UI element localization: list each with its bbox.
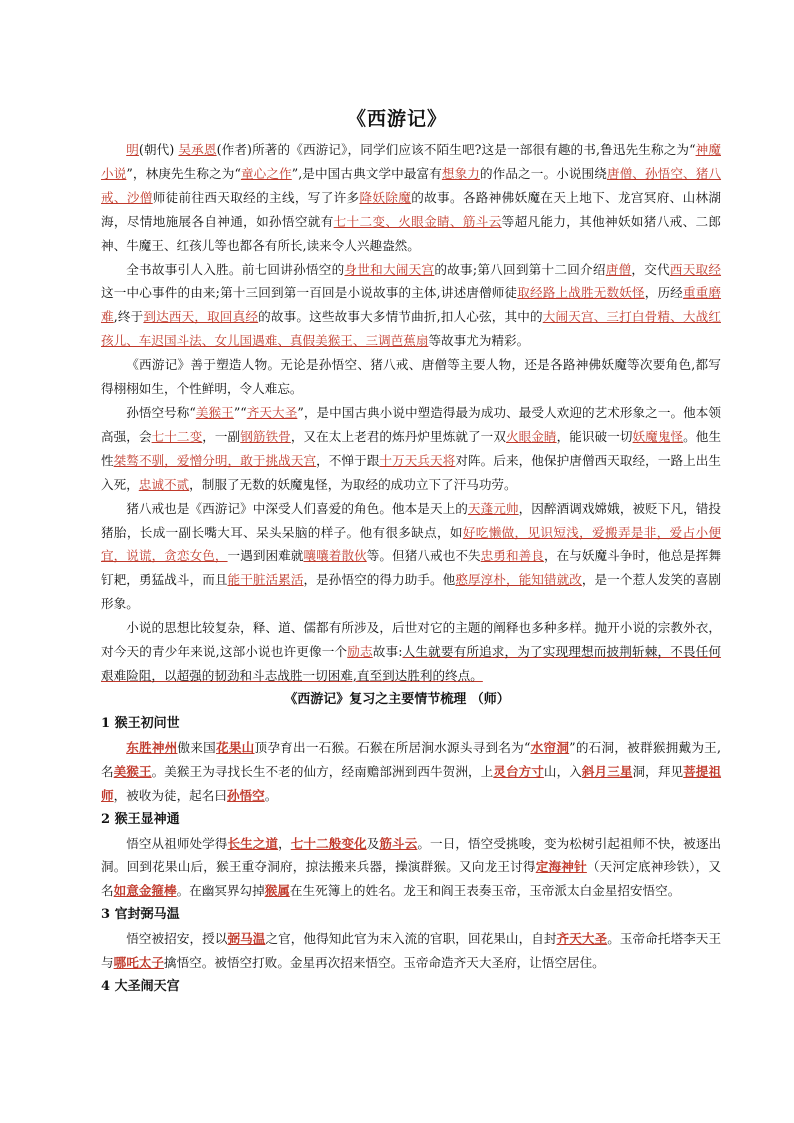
text-run: ，因醉酒调戏嫦娥，被贬下凡，错投猪胎，长成一副长嘴大耳、呆头呆脑的样子。他有很多缺点，如	[101, 500, 722, 540]
highlighted-text: 水帘洞	[530, 739, 570, 755]
intro-body	[101, 138, 721, 688]
text-run: ”，是中国古典小说中塑造得最为成功、最受人欢迎的艺术形象之一。他本领高强，会	[101, 404, 721, 444]
section-paragraph	[101, 927, 721, 975]
highlighted-text: 长生之道	[227, 835, 279, 851]
section-subtitle: 《西游记》复习之主要情节梳理 （师）	[284, 692, 510, 707]
intro-paragraph	[101, 258, 721, 354]
highlighted-text: 弼马温	[227, 931, 266, 947]
text-run: ”“	[233, 404, 247, 420]
text-run: ”，林庚先生称之为“	[126, 165, 241, 181]
text-run: 。在幽冥界勾掉	[176, 883, 265, 899]
highlighted-text: 十万天兵天将	[379, 452, 456, 468]
highlighted-text: 筋斗云	[379, 835, 418, 851]
highlighted-text: 钢筋铁骨	[240, 428, 291, 444]
text-run: ，在与妖魔斗争时，他总是挥舞钉耙，勇猛战斗，而且	[101, 548, 722, 588]
highlighted-text: 灵台方寸	[493, 763, 544, 779]
document-title: 《西游记》	[346, 108, 447, 130]
intro-paragraph	[101, 401, 721, 497]
text-run: 傲来国	[177, 739, 217, 755]
text-run: 。一日，悟空受挑唆，变为松树引起祖师不快，被逐出洞。回到花果山后，猴王重夺洞府，掠法搬来兵器，操演群猴。又向龙王讨得	[101, 835, 722, 875]
text-run: 等故事尤为精彩。	[428, 333, 530, 349]
highlighted-text: 神魔小说	[101, 142, 721, 181]
highlighted-text: 嚷嚷着散伙	[303, 548, 367, 564]
text-run: 《西游记》善于塑造人物。无论是孙悟空、猪八戒、唐僧等主要人物，还是各路神佛妖魔等次要角色,都写得栩栩如生，个性鲜明，令人难忘。	[101, 357, 721, 397]
text-run: ，被收为徒，起名曰	[113, 787, 227, 803]
highlighted-text: 七十二般变化	[290, 835, 367, 851]
highlighted-text: 取经路上战胜无数妖怪	[517, 285, 645, 301]
text-run: ，	[278, 835, 291, 851]
text-run: 。玉帝命托塔李天王与	[101, 931, 722, 971]
text-run: ”的石洞，被群猴拥戴为王,名	[101, 739, 721, 779]
highlighted-text: 吴承恩	[178, 142, 217, 157]
text-run: 洞，拜见	[632, 763, 684, 779]
section-paragraph	[101, 832, 721, 904]
highlighted-text: 唐僧	[605, 261, 632, 277]
section-heading: 3 官封弼马温	[101, 907, 180, 923]
highlighted-text: 大闹天宫、三打白骨精、大战红孩儿、车迟国斗法、女儿国遇难、真假美猴王、三调芭蕉扇	[101, 309, 721, 349]
text-run: 擒悟空。被悟空打败。金星再次招来悟空。玉帝命造齐天大圣府，让悟空居住。	[163, 955, 605, 971]
highlighted-text: 到达西天，取回真经	[143, 309, 259, 325]
highlighted-text: 天蓬元帅	[467, 500, 519, 516]
text-run: 顶孕育出一石猴。石猴在所居涧水源头寻到名为“	[254, 739, 531, 755]
text-run: ”,是中国古典文学中最富有	[291, 165, 442, 181]
highlighted-text: 如意金箍棒	[113, 883, 177, 899]
text-run: 。	[264, 787, 278, 803]
highlighted-text: 降妖除魔	[359, 189, 412, 205]
text-run: 及	[366, 835, 380, 851]
plot-sections	[101, 712, 721, 999]
intro-paragraph	[101, 138, 721, 258]
highlighted-text: 好吃懒做，见识短浅，爱搬弄是非，爱占小便宜，说谎，贪恋女色，	[101, 524, 722, 564]
text-run: 在生死簿上的姓名。龙王和阎王表奏玉帝，玉帝派太白金星招安悟空。	[289, 883, 681, 899]
highlighted-text: 齐天大圣	[246, 404, 298, 420]
text-run: 等。但猪八戒也不失	[366, 548, 481, 564]
highlighted-text: 美猴王	[113, 763, 152, 779]
text-run: ，是孙悟空的得力助手。他	[303, 572, 456, 588]
highlighted-text: 忠勇和善良	[480, 548, 544, 564]
text-run: (作者)所著的《西游记》，同学们应该不陌生吧?这是一部很有趣的书,鲁迅先生称之为“	[216, 142, 696, 157]
text-run: 的故事。这些故事大多情节曲折,扣人心弦，其中的	[258, 309, 543, 325]
highlighted-text: 菩提祖师	[101, 763, 722, 803]
highlighted-text: 妖魔鬼怪	[632, 428, 684, 444]
text-run: 悟空从祖师处学得	[126, 835, 228, 851]
text-run: 这一中心事件的由来;第十三回到第一百回是小说故事的主体,讲述唐僧师徒	[101, 285, 518, 301]
text-run: 悟空被招安，授以	[126, 931, 228, 947]
text-run: ，不惮于跟	[316, 452, 380, 468]
text-run: 。他生性	[101, 428, 722, 468]
highlighted-text: 身世和大闹天宫	[344, 261, 435, 277]
highlighted-text: 定海神针	[535, 859, 587, 875]
highlighted-text: 火眼金睛	[505, 428, 557, 444]
intro-paragraph	[101, 353, 721, 401]
highlighted-text: 人生就要有所追求，为了实现理想而披荆斩棘，不畏任何艰难险阻，以超强的韧劲和斗志战胜一切困难,直至到达胜利的终点。	[101, 644, 722, 683]
highlighted-text: 哪吒太子	[113, 955, 164, 971]
text-run: （天河定底神珍铁），又名	[101, 859, 722, 899]
highlighted-text: 想象力	[441, 165, 480, 181]
highlighted-text: 憨厚淳朴，能知错就改	[455, 572, 582, 588]
intro-paragraph	[101, 616, 721, 688]
text-run: ，制服了无数的妖魔鬼怪，为取经的成功立下了汗马功劳。	[189, 476, 517, 492]
highlighted-text: 励志	[347, 644, 373, 660]
text-run: 对阵。后来，他保护唐僧西天取经，一路上出生入死，	[101, 452, 722, 492]
highlighted-text: 唐僧、孙悟空、猪八戒、沙僧	[101, 165, 722, 205]
intro-paragraph	[101, 497, 721, 617]
text-run: 的作品之一。小说围绕	[479, 165, 607, 181]
highlighted-text: 美猴王	[195, 404, 234, 420]
text-run: ，一副	[202, 428, 241, 444]
text-run: 。美猴王为寻找长生不老的仙方，经南赡部洲到西牛贺洲，上	[151, 763, 494, 779]
text-run: 师徒前往西天取经的主线，写了许多	[152, 189, 360, 205]
text-run: 孙悟空号称“	[126, 404, 196, 420]
highlighted-text: 能干脏活累活	[227, 572, 304, 588]
highlighted-text: 猴属	[264, 883, 290, 899]
text-run: 小说的思想比较复杂，释、道、儒都有所涉及，后世对它的主题的阐释也多种多样。抛开小说的宗教外衣，对今天的青少年来说,这部小说也许更像一个	[101, 620, 721, 660]
text-run: 猪八戒也是《西游记》中深受人们喜爱的角色。他本是天上的	[126, 500, 468, 516]
section-heading: 4 大圣闹天宫	[101, 978, 180, 994]
highlighted-text: 明	[126, 142, 139, 157]
section-heading: 1 猴王初问世	[101, 716, 180, 731]
text-run: 一遇到困难就	[227, 548, 304, 564]
highlighted-text: 童心之作	[240, 165, 292, 181]
highlighted-text: 斜月三星	[581, 763, 633, 779]
text-run: 故事:	[372, 644, 403, 660]
text-run: ，交代	[631, 261, 670, 277]
text-run: ，能识破一切	[556, 428, 633, 444]
highlighted-text: 孙悟空	[226, 787, 265, 803]
text-run: 的故事。各路神佛妖魔在天上地下、龙宫冥府、山林湖海，尽情地施展各自神通，如孙悟空就有	[101, 189, 722, 229]
highlighted-text: 重重磨难	[101, 285, 722, 325]
text-run: 全书故事引人入胜。前七回讲孙悟空的	[126, 261, 345, 277]
highlighted-text: 七十二变、火眼金睛、筋斗云	[333, 213, 502, 229]
text-run: 之官，他得知此官为末入流的官职，回花果山，自封	[265, 931, 557, 947]
text-run: ，又在太上老君的炼丹炉里炼就了一双	[290, 428, 506, 444]
highlighted-text: 桀骜不驯，爱憎分明，敢于挑战天宫	[113, 452, 317, 468]
text-run: 山，入	[543, 763, 582, 779]
highlighted-text: 齐天大圣	[556, 931, 608, 947]
section-heading: 2 猴王显神通	[101, 811, 180, 827]
text-run: (朝代)	[138, 142, 179, 157]
text-run: ，是一个惹人发笑的喜剧形象。	[101, 572, 722, 612]
text-run: ,终于	[113, 309, 144, 325]
text-run: 的故事;第八回到第十二回介绍	[434, 261, 606, 277]
highlighted-text: 东胜神州	[126, 739, 178, 755]
highlighted-text: 西天取经	[669, 261, 722, 277]
text-run: ，历经	[644, 285, 683, 301]
highlighted-text: 七十二变	[151, 428, 203, 444]
section-paragraph	[101, 736, 721, 808]
highlighted-text: 花果山	[216, 739, 255, 755]
text-run: 等超凡能力，其他神妖如猪八戒、二郎神、牛魔王、红孩儿等也都各有所长,读来令人兴趣盎然。	[101, 213, 722, 253]
highlighted-text: 忠诚不贰	[138, 476, 190, 492]
